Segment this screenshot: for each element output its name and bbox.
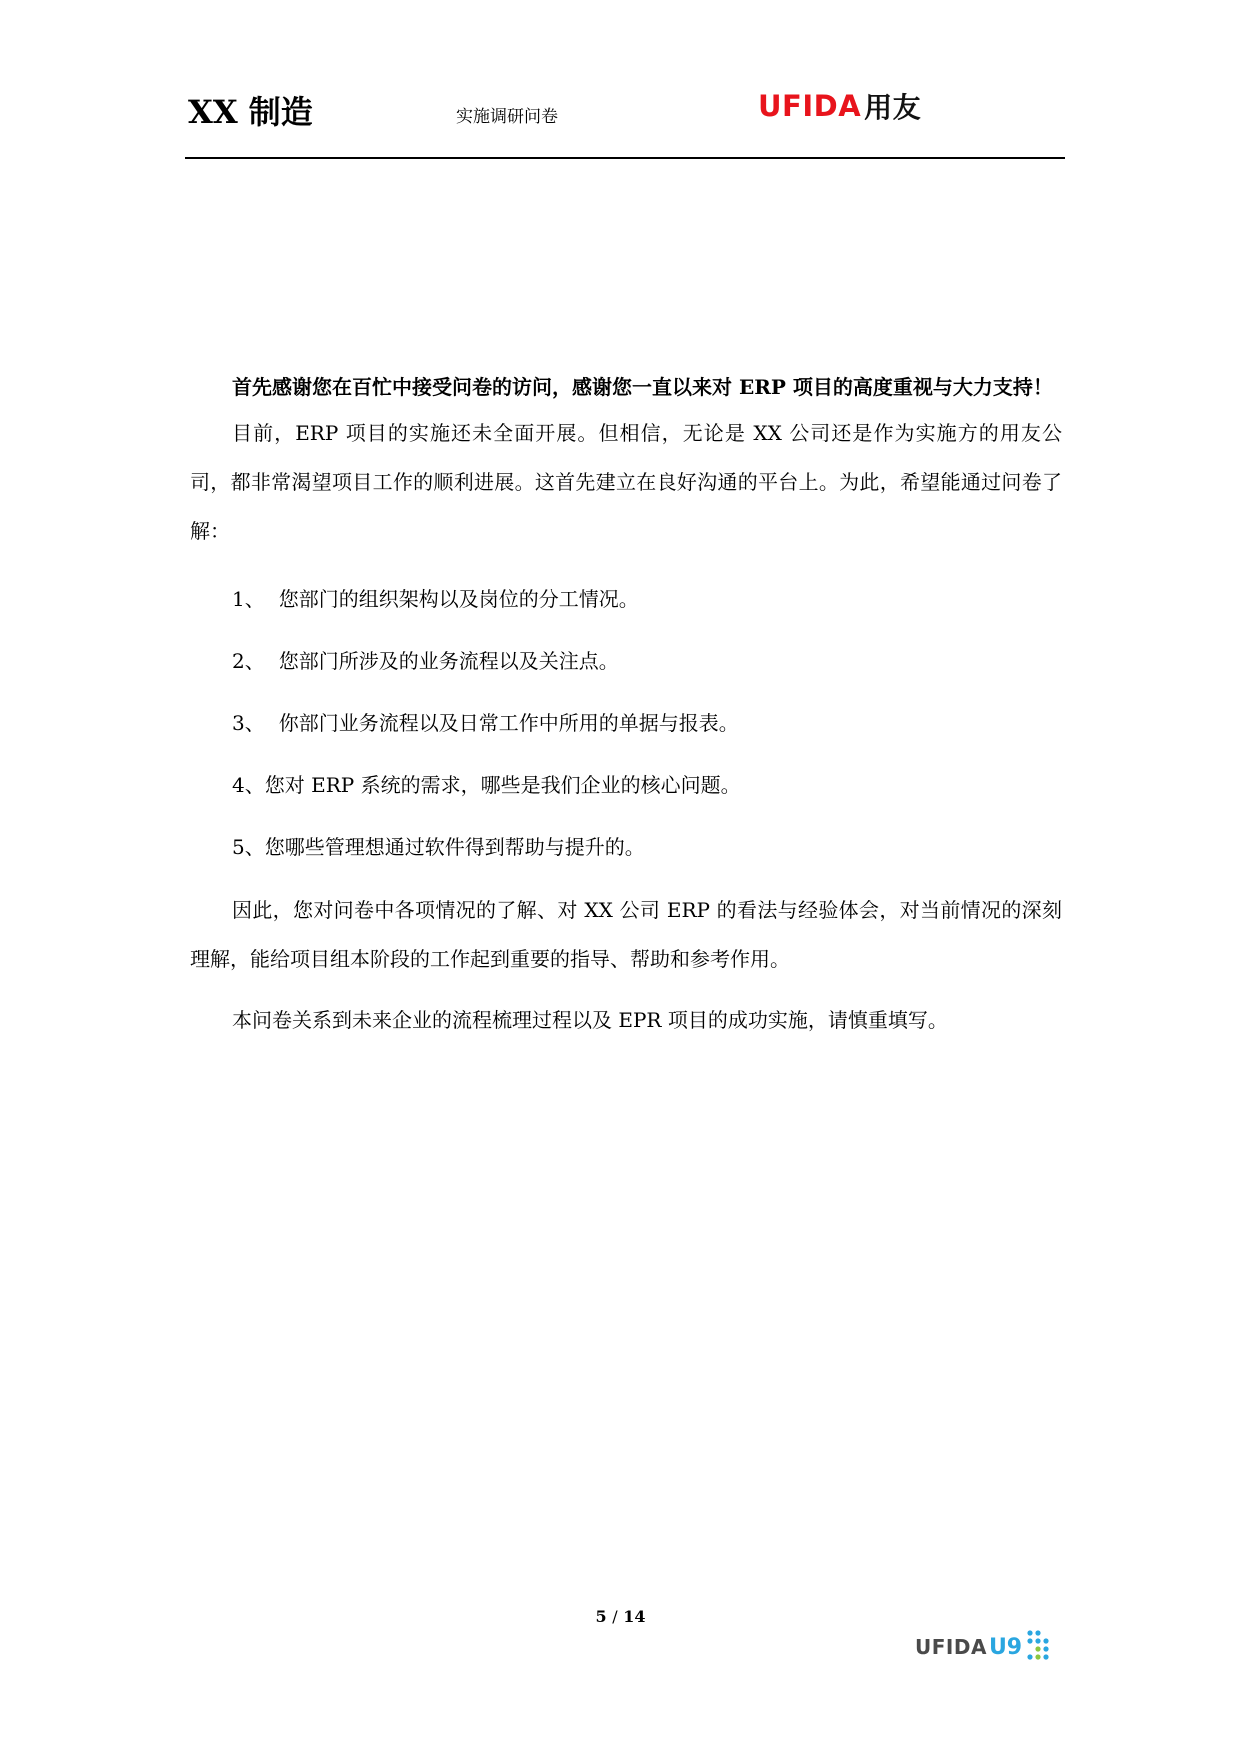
list-item-number: 2、 — [232, 649, 265, 673]
company-name: XX 制造 — [188, 93, 313, 131]
page-number-separator: / — [612, 1607, 618, 1626]
survey-topics-list — [190, 568, 1062, 878]
list-item — [190, 630, 1062, 692]
ufida-logo-latin: UFIDA — [758, 89, 862, 123]
document-title: 实施调研问卷 — [456, 107, 558, 127]
ufida-logo — [758, 88, 921, 124]
body-paragraph-3: 本问卷关系到未来企业的流程梳理过程以及 EPR 项目的成功实施，请慎重填写。 — [232, 1008, 948, 1032]
header-divider — [185, 157, 1065, 159]
page-number-current: 5 — [595, 1607, 607, 1626]
ufida-u9-logo-brand: UFIDA — [915, 1635, 987, 1659]
intro-paragraph: 首先感谢您在百忙中接受问卷的访问，感谢您一直以来对 ERP 项目的高度重视与大力支持！ — [232, 375, 1053, 399]
list-item-text: 您对 ERP 系统的需求，哪些是我们企业的核心问题。 — [264, 773, 741, 797]
page-number — [0, 1607, 1241, 1626]
list-item — [190, 754, 1062, 816]
page-number-total: 14 — [623, 1607, 646, 1626]
list-item-text: 您哪些管理想通过软件得到帮助与提升的。 — [264, 835, 645, 859]
document-body — [190, 370, 1062, 1045]
list-item — [190, 568, 1062, 630]
list-item-text: 您部门所涉及的业务流程以及关注点。 — [278, 649, 619, 673]
list-item — [190, 816, 1062, 878]
list-item — [190, 692, 1062, 754]
list-item-number: 3、 — [232, 711, 265, 735]
body-paragraph-2: 因此，您对问卷中各项情况的了解、对 XX 公司 ERP 的看法与经验体会，对当前情况的深刻理解，能给项目组本阶段的工作起到重要的指导、帮助和参考作用。 — [190, 898, 1062, 971]
list-item-number: 5、 — [232, 835, 265, 859]
list-item-text: 您部门的组织架构以及岗位的分工情况。 — [278, 587, 639, 611]
list-item-number: 4、 — [232, 773, 265, 797]
body-paragraph-1: 目前，ERP 项目的实施还未全面开展。但相信，无论是 XX 公司还是作为实施方的用友公司，都非常渴望项目工作的顺利进展。这首先建立在良好沟通的平台上。为此，希望能通过问卷了解： — [190, 421, 1062, 543]
dot-grid-icon — [1024, 1629, 1052, 1665]
list-item-text: 你部门业务流程以及日常工作中所用的单据与报表。 — [278, 711, 739, 735]
ufida-u9-logo — [915, 1627, 1052, 1667]
list-item-number: 1、 — [232, 587, 265, 611]
ufida-logo-cjk: 用友 — [864, 91, 922, 124]
ufida-u9-logo-model: U9 — [988, 1634, 1023, 1660]
